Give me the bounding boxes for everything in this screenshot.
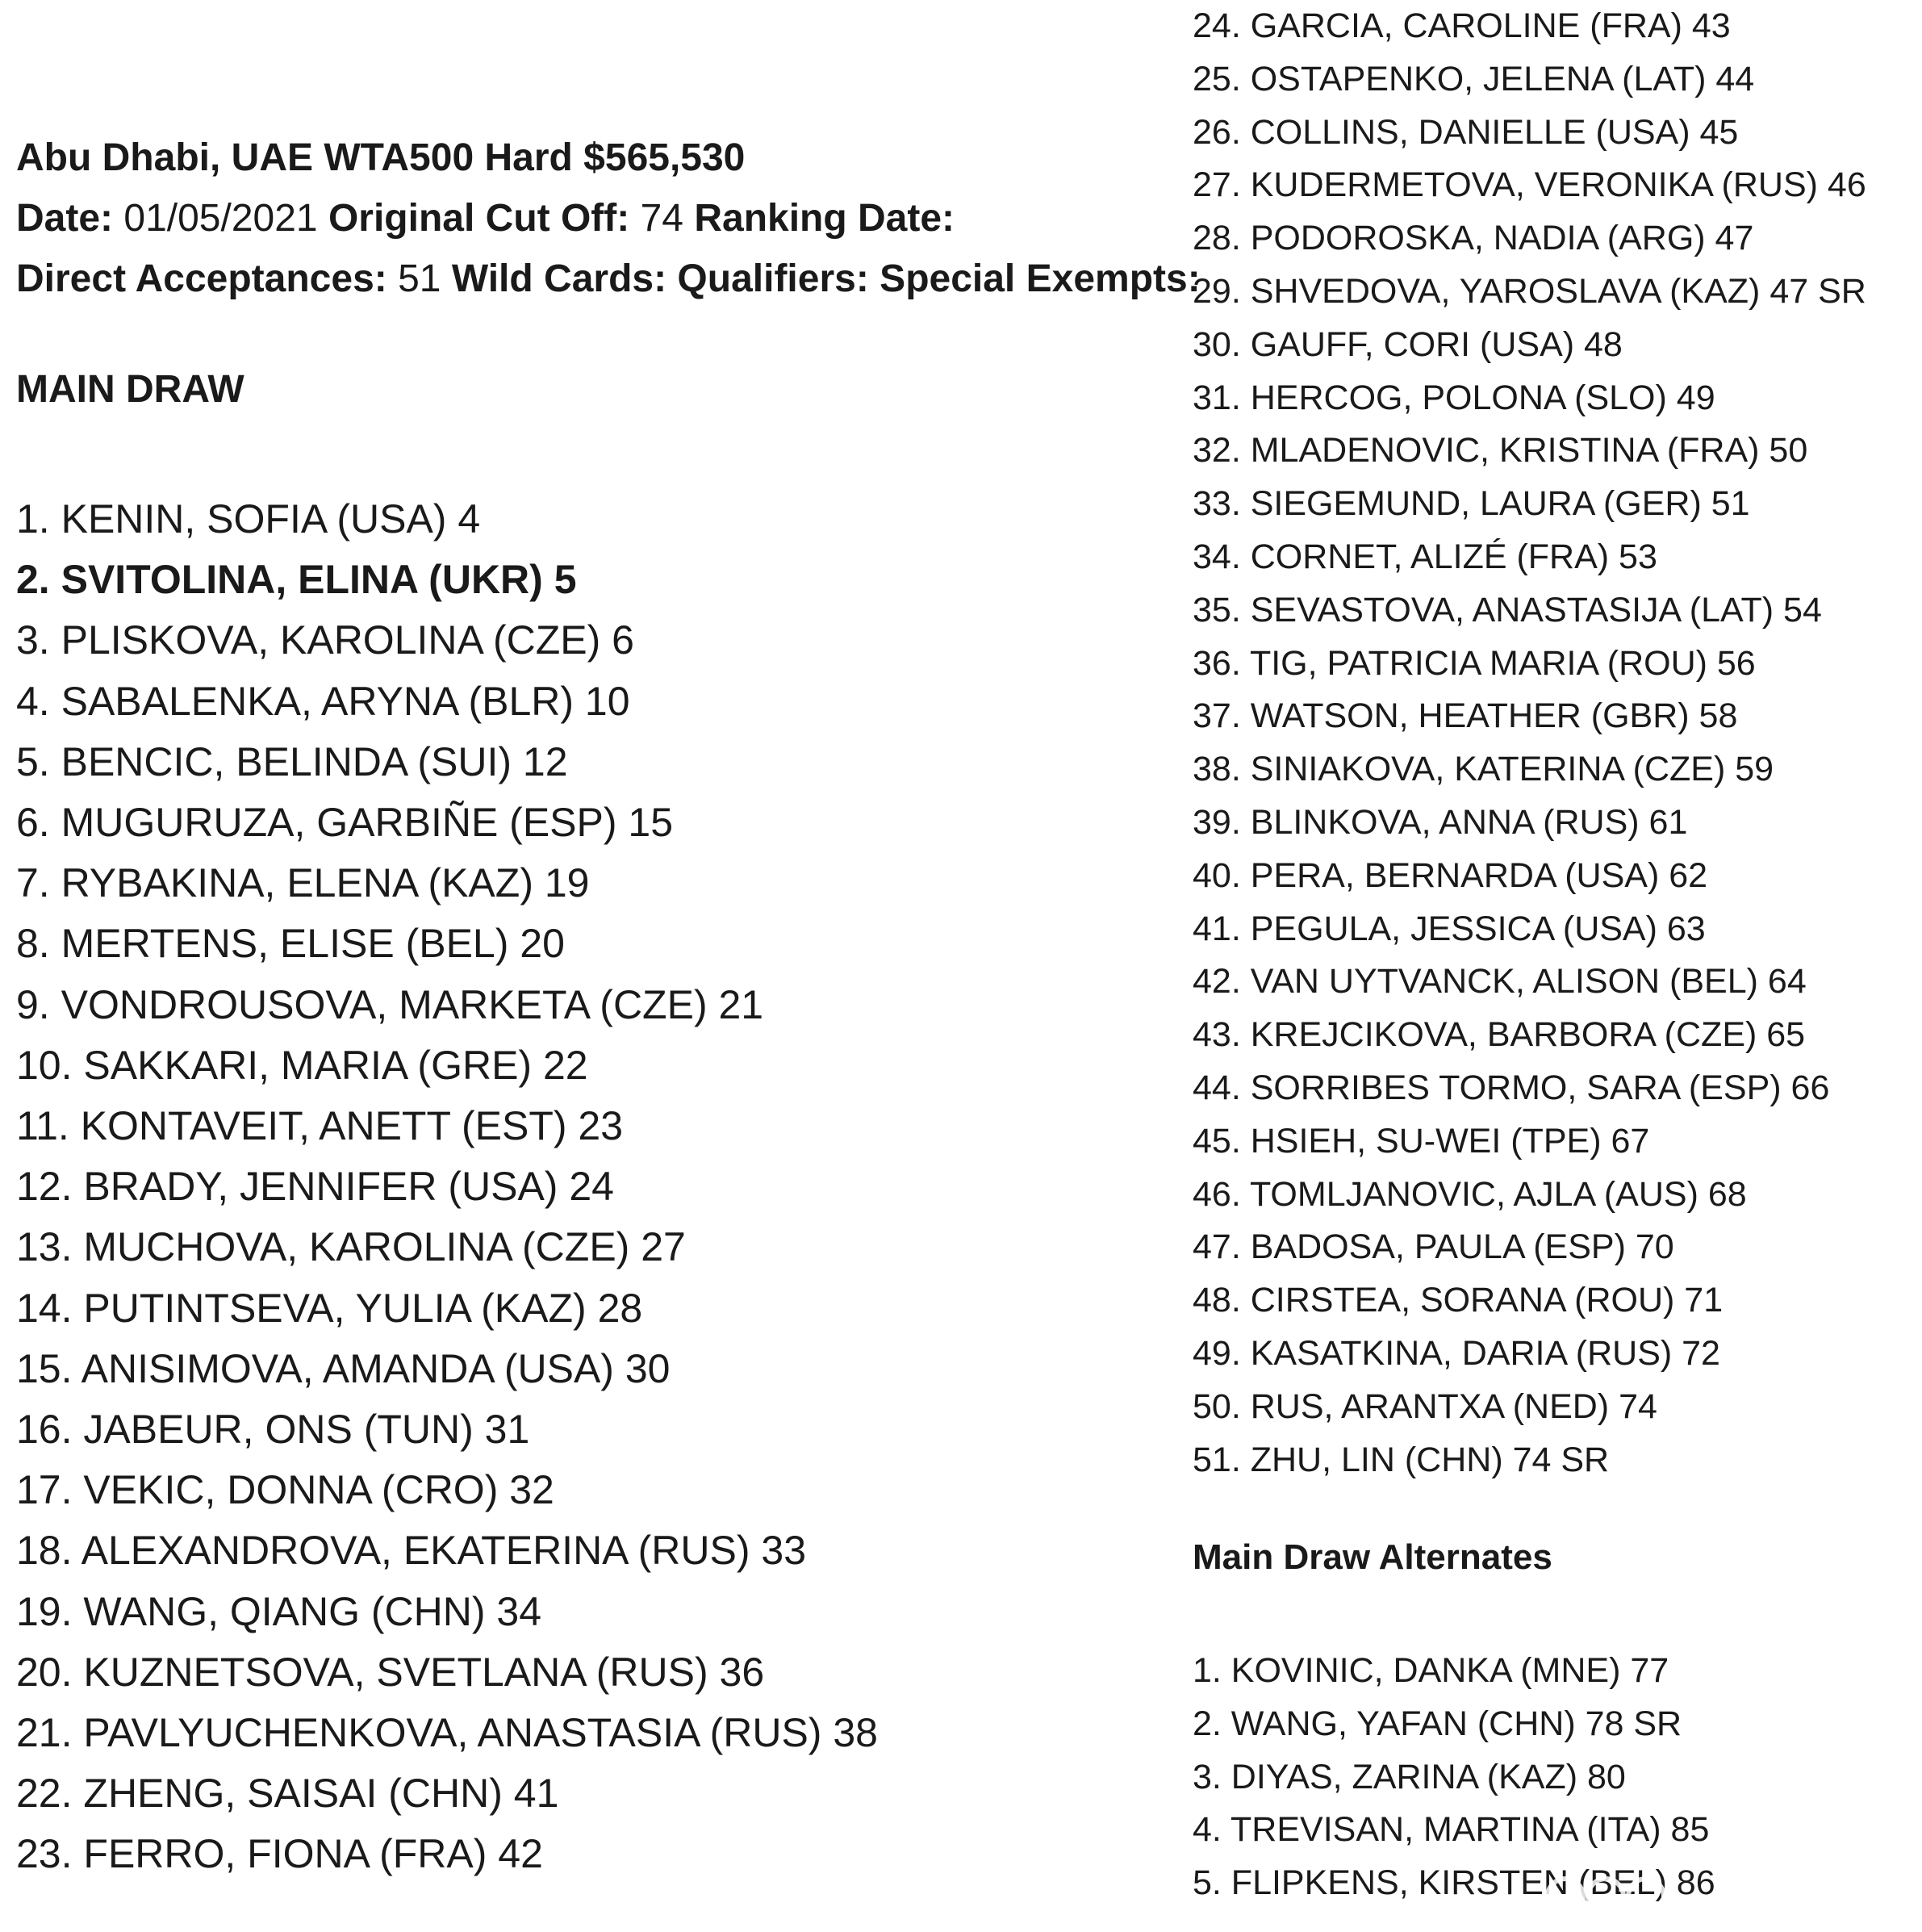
list-item: 16. JABEUR, ONS (TUN) 31 — [16, 1407, 530, 1453]
list-item: 14. PUTINTSEVA, YULIA (KAZ) 28 — [16, 1285, 643, 1331]
list-item: 49. KASATKINA, DARIA (RUS) 72 — [1193, 1333, 1720, 1373]
list-item: 13. MUCHOVA, KAROLINA (CZE) 27 — [16, 1224, 686, 1270]
list-item: 4. TREVISAN, MARTINA (ITA) 85 — [1193, 1810, 1710, 1850]
list-item: 39. BLINKOVA, ANNA (RUS) 61 — [1193, 802, 1688, 842]
cutoff-value: 74 — [640, 197, 683, 240]
list-item: 15. ANISIMOVA, AMANDA (USA) 30 — [16, 1345, 671, 1391]
list-item: 22. ZHENG, SAISAI (CHN) 41 — [16, 1771, 559, 1817]
list-item: 4. SABALENKA, ARYNA (BLR) 10 — [16, 678, 630, 724]
cutoff-label: Original Cut Off: — [328, 197, 630, 240]
date-label: Date: — [16, 197, 114, 240]
list-item: 44. SORRIBES TORMO, SARA (ESP) 66 — [1193, 1068, 1830, 1107]
list-item: 23. FERRO, FIONA (FRA) 42 — [16, 1831, 543, 1877]
list-item: 40. PERA, BERNARDA (USA) 62 — [1193, 855, 1708, 895]
direct-acceptances-value: 51 — [398, 257, 441, 300]
list-item: 9. VONDROUSOVA, MARKETA (CZE) 21 — [16, 981, 764, 1027]
list-item: 2. WANG, YAFAN (CHN) 78 SR — [1193, 1704, 1682, 1743]
list-item: 33. SIEGEMUND, LAURA (GER) 51 — [1193, 484, 1750, 524]
list-item: 5. BENCIC, BELINDA (SUI) 12 — [16, 738, 568, 784]
list-item: 21. PAVLYUCHENKOVA, ANASTASIA (RUS) 38 — [16, 1710, 878, 1756]
date-line — [16, 188, 1201, 249]
date-value: 01/05/2021 — [123, 197, 318, 240]
list-item: 7. RYBAKINA, ELENA (KAZ) 19 — [16, 860, 590, 906]
list-item: 26. COLLINS, DANIELLE (USA) 45 — [1193, 112, 1739, 152]
list-item: 11. KONTAVEIT, ANETT (EST) 23 — [16, 1103, 624, 1149]
direct-acceptances-label: Direct Acceptances: — [16, 257, 387, 300]
list-item: 41. PEGULA, JESSICA (USA) 63 — [1193, 909, 1706, 948]
list-item: 12. BRADY, JENNIFER (USA) 24 — [16, 1164, 614, 1210]
list-item: 46. TOMLJANOVIC, AJLA (AUS) 68 — [1193, 1174, 1747, 1214]
tournament-header — [16, 128, 1201, 309]
acceptances-line — [16, 249, 1201, 309]
main-draw-title: MAIN DRAW — [16, 368, 244, 411]
main-draw-list-left — [16, 489, 878, 1885]
alternates-list — [1193, 1645, 1715, 1910]
list-item: 5. FLIPKENS, KIRSTEN (BEL) 86 — [1193, 1863, 1715, 1903]
list-item: 50. RUS, ARANTXA (NED) 74 — [1193, 1386, 1657, 1426]
list-item: 42. VAN UYTVANCK, ALISON (BEL) 64 — [1193, 962, 1807, 1002]
ranking-date-label: Ranking Date: — [694, 197, 955, 240]
list-item: 48. CIRSTEA, SORANA (ROU) 71 — [1193, 1281, 1724, 1320]
list-item: 45. HSIEH, SU-WEI (TPE) 67 — [1193, 1121, 1650, 1160]
list-item: 10. SAKKARI, MARIA (GRE) 22 — [16, 1042, 588, 1088]
list-item: 1. KOVINIC, DANKA (MNE) 77 — [1193, 1651, 1669, 1690]
tournament-title: Abu Dhabi, UAE WTA500 Hard $565,530 — [16, 136, 746, 179]
list-item: 25. OSTAPENKO, JELENA (LAT) 44 — [1193, 59, 1755, 98]
list-item: 29. SHVEDOVA, YAROSLAVA (KAZ) 47 SR — [1193, 271, 1866, 311]
alternates-title: Main Draw Alternates — [1193, 1537, 1552, 1577]
list-item: 8. MERTENS, ELISE (BEL) 20 — [16, 921, 565, 967]
list-item: 18. ALEXANDROVA, EKATERINA (RUS) 33 — [16, 1528, 807, 1574]
list-item: 28. PODOROSKA, NADIA (ARG) 47 — [1193, 219, 1754, 258]
list-item: 3. PLISKOVA, KAROLINA (CZE) 6 — [16, 617, 634, 663]
main-draw-list-right — [1193, 0, 1866, 1487]
list-item: 27. KUDERMETOVA, VERONIKA (RUS) 46 — [1193, 165, 1866, 205]
list-item: 51. ZHU, LIN (CHN) 74 SR — [1193, 1440, 1610, 1479]
list-item: 2. SVITOLINA, ELINA (UKR) 5 — [16, 557, 577, 603]
list-item: 3. DIYAS, ZARINA (KAZ) 80 — [1193, 1757, 1626, 1796]
special-exempts-label: Special Exempts: — [880, 257, 1201, 300]
list-item: 24. GARCIA, CAROLINE (FRA) 43 — [1193, 6, 1731, 45]
list-item: 31. HERCOG, POLONA (SLO) 49 — [1193, 378, 1715, 417]
list-item: 30. GAUFF, CORI (USA) 48 — [1193, 324, 1623, 364]
list-item: 38. SINIAKOVA, KATERINA (CZE) 59 — [1193, 750, 1774, 789]
list-item: 37. WATSON, HEATHER (GBR) 58 — [1193, 696, 1738, 736]
list-item: 6. MUGURUZA, GARBIÑE (ESP) 15 — [16, 800, 674, 846]
list-item: 20. KUZNETSOVA, SVETLANA (RUS) 36 — [16, 1649, 765, 1695]
wild-cards-label: Wild Cards: — [451, 257, 667, 300]
list-item: 19. WANG, QIANG (CHN) 34 — [16, 1588, 542, 1634]
list-item: 36. TIG, PATRICIA MARIA (ROU) 56 — [1193, 643, 1756, 683]
list-item: 35. SEVASTOVA, ANASTASIJA (LAT) 54 — [1193, 590, 1822, 629]
list-item: 34. CORNET, ALIZÉ (FRA) 53 — [1193, 537, 1657, 576]
list-item: 32. MLADENOVIC, KRISTINA (FRA) 50 — [1193, 431, 1808, 470]
qualifiers-label: Qualifiers: — [677, 257, 869, 300]
list-item: 43. KREJCIKOVA, BARBORA (CZE) 65 — [1193, 1015, 1806, 1055]
tournament-title-line — [16, 128, 1201, 188]
list-item: 47. BADOSA, PAULA (ESP) 70 — [1193, 1227, 1674, 1267]
list-item: 1. KENIN, SOFIA (USA) 4 — [16, 496, 481, 542]
list-item: 17. VEKIC, DONNA (CRO) 32 — [16, 1467, 554, 1513]
